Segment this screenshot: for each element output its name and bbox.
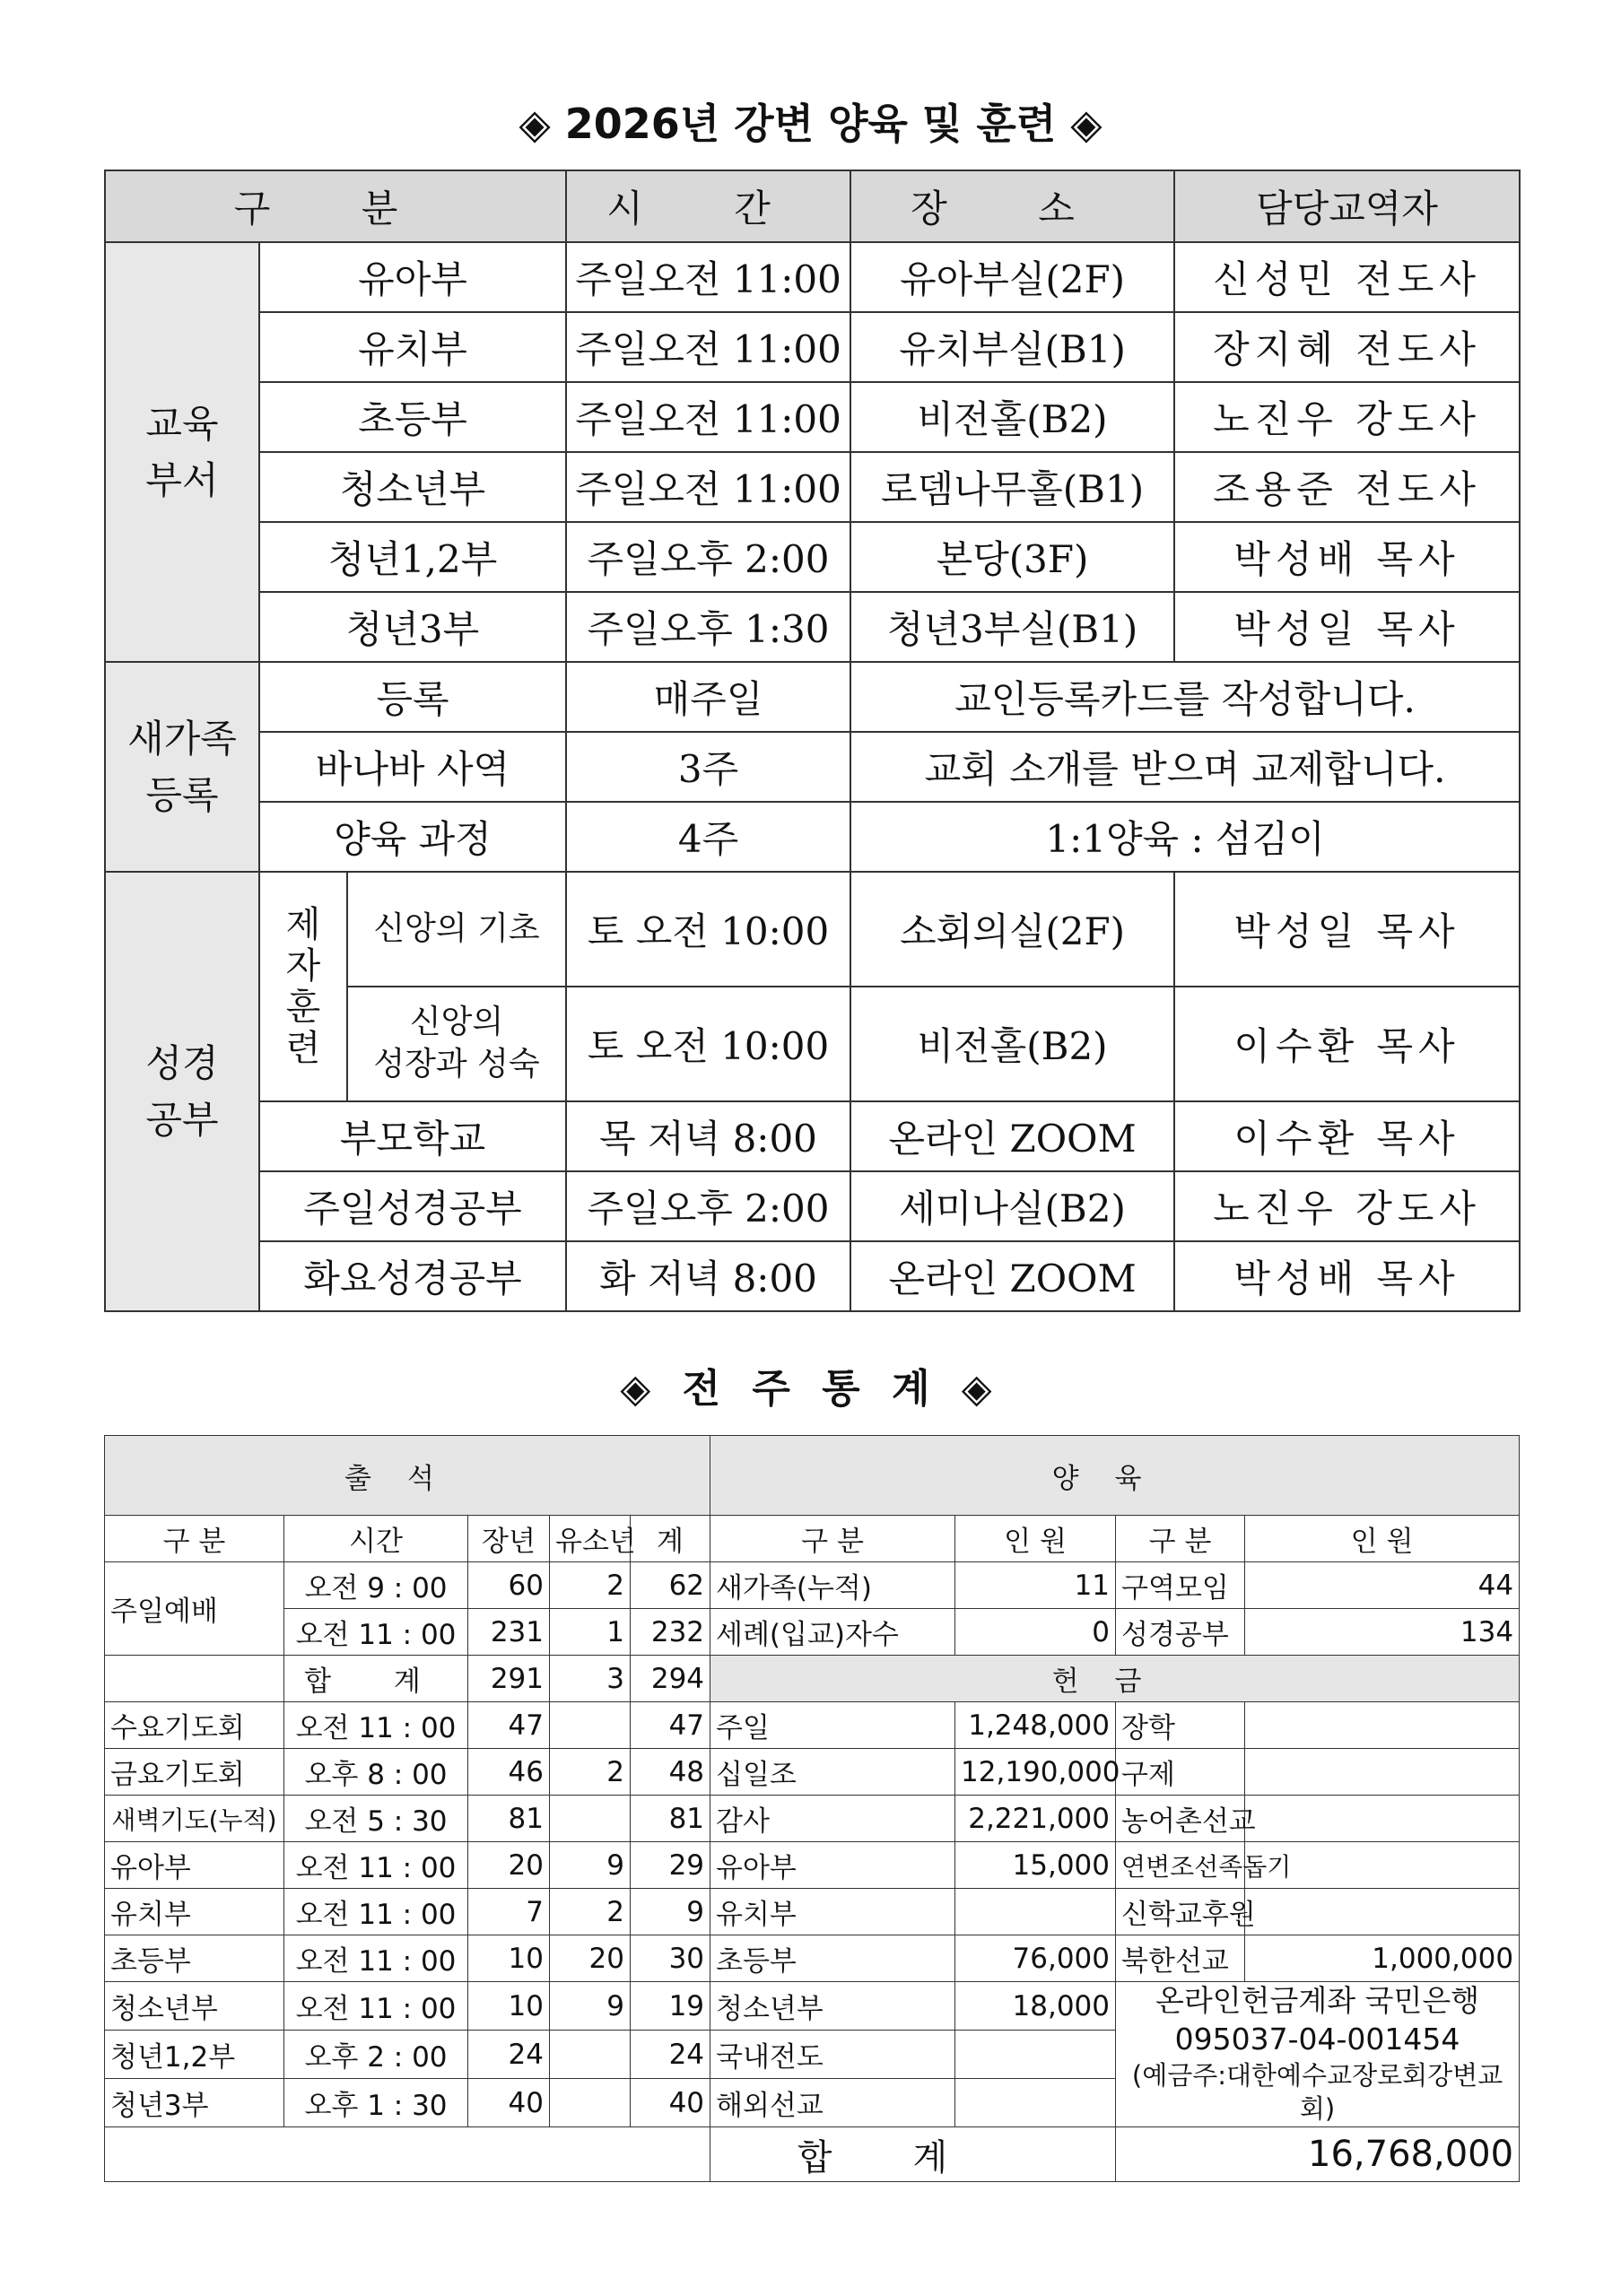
offering-header: 헌금 — [710, 1656, 1520, 1702]
offering-value2 — [1245, 1889, 1520, 1935]
course-place: 소회의실(2F) — [850, 872, 1174, 987]
att-youth — [550, 2031, 631, 2079]
newfamily-label: 새가족 등록 — [105, 662, 259, 872]
offering-value2 — [1245, 1796, 1520, 1842]
course-name: 신앙의 기초 — [347, 872, 566, 987]
table-row — [105, 1935, 1520, 1982]
att-total: 48 — [631, 1749, 710, 1796]
dept-leader: 신성민 전도사 — [1174, 242, 1520, 312]
offering-label: 유치부 — [710, 1889, 955, 1935]
att-youth: 9 — [550, 1842, 631, 1889]
att-time: 오전 5 : 30 — [284, 1796, 468, 1842]
att-total: 19 — [631, 1982, 710, 2031]
table-row — [105, 1656, 1520, 1702]
offering-label: 감사 — [710, 1796, 955, 1842]
course-time: 화 저녁 8:00 — [566, 1241, 850, 1311]
att-total: 62 — [631, 1562, 710, 1609]
course-leader: 노진우 강도사 — [1174, 1171, 1520, 1241]
stats-column-row — [105, 1516, 1520, 1562]
dept-name: 유치부 — [259, 312, 566, 382]
table-row — [105, 312, 1520, 382]
nurture-label2: 구역모임 — [1116, 1562, 1245, 1609]
att-time: 오전 11 : 00 — [284, 1702, 468, 1749]
att-adult: 46 — [468, 1749, 550, 1796]
offering-label2: 연변조선족돕기 — [1116, 1842, 1245, 1889]
table-row — [105, 1889, 1520, 1935]
offering-label2: 장학 — [1116, 1702, 1245, 1749]
att-youth: 20 — [550, 1935, 631, 1982]
table-row — [105, 802, 1520, 872]
offering-label: 초등부 — [710, 1935, 955, 1982]
course-time: 토 오전 10:00 — [566, 872, 850, 987]
offering-value2: 1,000,000 — [1245, 1935, 1520, 1982]
dept-leader: 조용준 전도사 — [1174, 452, 1520, 522]
att-time: 오후 1 : 30 — [284, 2079, 468, 2127]
att-adult: 7 — [468, 1889, 550, 1935]
att-sum-label: 합 계 — [284, 1656, 468, 1702]
dept-leader: 박성배 목사 — [1174, 522, 1520, 592]
newfamily-time: 3주 — [566, 732, 850, 802]
col-category: 구 분 — [105, 1516, 284, 1562]
nurture-label: 새가족(누적) — [710, 1562, 955, 1609]
att-time: 오전 11 : 00 — [284, 1842, 468, 1889]
nurture-value: 11 — [955, 1562, 1116, 1609]
offering-label: 청소년부 — [710, 1982, 955, 2031]
dept-time: 주일오전 11:00 — [566, 382, 850, 452]
offering-label2: 구제 — [1116, 1749, 1245, 1796]
empty-cell — [105, 1656, 284, 1702]
att-adult: 291 — [468, 1656, 550, 1702]
att-total: 9 — [631, 1889, 710, 1935]
att-youth — [550, 1796, 631, 1842]
dept-name: 청년3부 — [259, 592, 566, 662]
nurture-label: 세례(입교)자수 — [710, 1609, 955, 1656]
offering-value — [955, 2079, 1116, 2127]
att-adult: 60 — [468, 1562, 550, 1609]
course-place: 세미나실(B2) — [850, 1171, 1174, 1241]
offering-value: 76,000 — [955, 1935, 1116, 1982]
dept-leader: 박성일 목사 — [1174, 592, 1520, 662]
course-time: 목 저녁 8:00 — [566, 1101, 850, 1171]
att-total: 294 — [631, 1656, 710, 1702]
att-youth: 1 — [550, 1609, 631, 1656]
att-total: 40 — [631, 2079, 710, 2127]
att-youth: 3 — [550, 1656, 631, 1702]
sunday-worship-label: 주일예배 — [105, 1562, 284, 1656]
att-adult: 40 — [468, 2079, 550, 2127]
att-time: 오전 11 : 00 — [284, 1609, 468, 1656]
att-total: 47 — [631, 1702, 710, 1749]
nurture-label2: 성경공부 — [1116, 1609, 1245, 1656]
offering-value: 12,190,000 — [955, 1749, 1116, 1796]
att-time: 오전 11 : 00 — [284, 1889, 468, 1935]
course-leader: 이수환 목사 — [1174, 1101, 1520, 1171]
newfamily-time: 매주일 — [566, 662, 850, 732]
course-leader: 박성일 목사 — [1174, 872, 1520, 987]
col-n-count: 인 원 — [955, 1516, 1116, 1562]
course-time: 주일오후 2:00 — [566, 1171, 850, 1241]
dept-place: 유아부실(2F) — [850, 242, 1174, 312]
table-row — [105, 1702, 1520, 1749]
table-row — [105, 872, 1520, 987]
online-account — [1116, 1982, 1520, 2127]
att-youth: 2 — [550, 1562, 631, 1609]
att-adult: 24 — [468, 2031, 550, 2079]
att-category: 유아부 — [105, 1842, 284, 1889]
header-time: 시 간 — [566, 170, 850, 242]
att-category: 초등부 — [105, 1935, 284, 1982]
att-youth: 2 — [550, 1889, 631, 1935]
table-row — [105, 1982, 1520, 2031]
course-leader: 이수환 목사 — [1174, 987, 1520, 1101]
att-total: 30 — [631, 1935, 710, 1982]
att-total: 232 — [631, 1609, 710, 1656]
att-time: 오후 8 : 00 — [284, 1749, 468, 1796]
offering-label: 유아부 — [710, 1842, 955, 1889]
table-row — [105, 1609, 1520, 1656]
att-adult: 10 — [468, 1935, 550, 1982]
att-time: 오전 9 : 00 — [284, 1562, 468, 1609]
account-line3: (예금주:대한예수교장로회강변교회) — [1131, 2059, 1503, 2125]
table-row — [105, 1842, 1520, 1889]
att-youth — [550, 1702, 631, 1749]
att-youth — [550, 2079, 631, 2127]
att-category: 새벽기도(누적) — [105, 1796, 284, 1842]
att-total: 24 — [631, 2031, 710, 2079]
offering-value2 — [1245, 1702, 1520, 1749]
newfamily-desc: 교회 소개를 받으며 교제합니다. — [850, 732, 1520, 802]
offering-value: 15,000 — [955, 1842, 1116, 1889]
dept-time: 주일오전 11:00 — [566, 242, 850, 312]
schedule-table — [104, 170, 1521, 1312]
dept-name: 유아부 — [259, 242, 566, 312]
course-place: 온라인 ZOOM — [850, 1101, 1174, 1171]
table-row — [105, 1101, 1520, 1171]
page-title: ◈ 2026년 강변 양육 및 훈련 ◈ — [519, 100, 1102, 148]
table-row — [105, 1171, 1520, 1241]
course-name: 화요성경공부 — [259, 1241, 566, 1311]
nurture-header: 양육 — [710, 1436, 1520, 1516]
course-name: 주일성경공부 — [259, 1171, 566, 1241]
col-n-category: 구 분 — [710, 1516, 955, 1562]
newfamily-desc: 교인등록카드를 작성합니다. — [850, 662, 1520, 732]
header-leader: 담당교역자 — [1174, 170, 1520, 242]
dept-time: 주일오후 2:00 — [566, 522, 850, 592]
offering-value — [955, 2031, 1116, 2079]
disciple-training-label: 제 자 훈 련 — [259, 872, 347, 1101]
course-name: 부모학교 — [259, 1101, 566, 1171]
att-category: 금요기도회 — [105, 1749, 284, 1796]
table-row — [105, 522, 1520, 592]
dept-place: 유치부실(B1) — [850, 312, 1174, 382]
dept-time: 주일오전 11:00 — [566, 312, 850, 382]
newfamily-name: 등록 — [259, 662, 566, 732]
course-place: 비전홀(B2) — [850, 987, 1174, 1101]
header-category: 구 분 — [105, 170, 566, 242]
table-row — [105, 662, 1520, 732]
offering-label: 국내전도 — [710, 2031, 955, 2079]
table-row — [105, 382, 1520, 452]
stats-header-row — [105, 1436, 1520, 1516]
course-leader: 박성배 목사 — [1174, 1241, 1520, 1311]
table-row — [105, 1562, 1520, 1609]
col-total: 계 — [631, 1516, 710, 1562]
table-row — [105, 1241, 1520, 1311]
dept-place: 로뎀나무홀(B1) — [850, 452, 1174, 522]
total-label: 합계 — [710, 2127, 1116, 2182]
offering-value2 — [1245, 1749, 1520, 1796]
attendance-header: 출석 — [105, 1436, 710, 1516]
offering-label: 주일 — [710, 1702, 955, 1749]
dept-place: 본당(3F) — [850, 522, 1174, 592]
att-time: 오전 11 : 00 — [284, 1982, 468, 2031]
att-category: 청소년부 — [105, 1982, 284, 2031]
att-adult: 10 — [468, 1982, 550, 2031]
att-youth: 2 — [550, 1749, 631, 1796]
account-line1: 온라인헌금계좌 국민은행 — [1155, 1983, 1480, 2018]
att-youth: 9 — [550, 1982, 631, 2031]
schedule-header-row — [105, 170, 1520, 242]
newfamily-name: 바나바 사역 — [259, 732, 566, 802]
att-adult: 81 — [468, 1796, 550, 1842]
att-total: 81 — [631, 1796, 710, 1842]
dept-place: 청년3부실(B1) — [850, 592, 1174, 662]
empty-cell — [105, 2127, 710, 2182]
offering-value: 18,000 — [955, 1982, 1116, 2031]
offering-label2: 신학교후원 — [1116, 1889, 1245, 1935]
bible-label: 성경 공부 — [105, 872, 259, 1311]
col-n-category2: 구 분 — [1116, 1516, 1245, 1562]
att-category: 청년1,2부 — [105, 2031, 284, 2079]
offering-label2: 농어촌선교 — [1116, 1796, 1245, 1842]
offering-label: 십일조 — [710, 1749, 955, 1796]
att-adult: 231 — [468, 1609, 550, 1656]
att-total: 29 — [631, 1842, 710, 1889]
stats-table — [104, 1435, 1520, 2182]
newfamily-time: 4주 — [566, 802, 850, 872]
newfamily-name: 양육 과정 — [259, 802, 566, 872]
dept-leader: 노진우 강도사 — [1174, 382, 1520, 452]
course-name: 신앙의 성장과 성숙 — [347, 987, 566, 1101]
table-row — [105, 1749, 1520, 1796]
dept-place: 비전홀(B2) — [850, 382, 1174, 452]
total-value: 16,768,000 — [1116, 2127, 1520, 2182]
account-line2: 095037-04-001454 — [1174, 2021, 1460, 2057]
course-time: 토 오전 10:00 — [566, 987, 850, 1101]
dept-name: 청소년부 — [259, 452, 566, 522]
course-place: 온라인 ZOOM — [850, 1241, 1174, 1311]
offering-value: 1,248,000 — [955, 1702, 1116, 1749]
nurture-value2: 44 — [1245, 1562, 1520, 1609]
offering-label: 해외선교 — [710, 2079, 955, 2127]
dept-leader: 장지혜 전도사 — [1174, 312, 1520, 382]
table-row — [105, 592, 1520, 662]
col-youth: 유소년 — [550, 1516, 631, 1562]
col-n-count2: 인 원 — [1245, 1516, 1520, 1562]
newfamily-desc: 1:1양육 : 섬김이 — [850, 802, 1520, 872]
att-category: 수요기도회 — [105, 1702, 284, 1749]
att-adult: 20 — [468, 1842, 550, 1889]
header-place: 장 소 — [850, 170, 1174, 242]
table-row — [105, 242, 1520, 312]
nurture-value2: 134 — [1245, 1609, 1520, 1656]
table-row — [105, 452, 1520, 522]
att-category: 유치부 — [105, 1889, 284, 1935]
offering-value: 2,221,000 — [955, 1796, 1116, 1842]
education-label: 교육 부서 — [105, 242, 259, 662]
stats-title: ◈ 전 주 통 계 ◈ — [620, 1366, 1001, 1412]
col-adult: 장년 — [468, 1516, 550, 1562]
dept-name: 청년1,2부 — [259, 522, 566, 592]
dept-time: 주일오전 11:00 — [566, 452, 850, 522]
att-category: 청년3부 — [105, 2079, 284, 2127]
table-row — [105, 732, 1520, 802]
att-adult: 47 — [468, 1702, 550, 1749]
offering-value — [955, 1889, 1116, 1935]
offering-label2: 북한선교 — [1116, 1935, 1245, 1982]
dept-name: 초등부 — [259, 382, 566, 452]
table-row — [105, 1796, 1520, 1842]
att-time: 오후 2 : 00 — [284, 2031, 468, 2079]
col-time: 시간 — [284, 1516, 468, 1562]
dept-time: 주일오후 1:30 — [566, 592, 850, 662]
total-row — [105, 2127, 1520, 2182]
nurture-value: 0 — [955, 1609, 1116, 1656]
att-time: 오전 11 : 00 — [284, 1935, 468, 1982]
